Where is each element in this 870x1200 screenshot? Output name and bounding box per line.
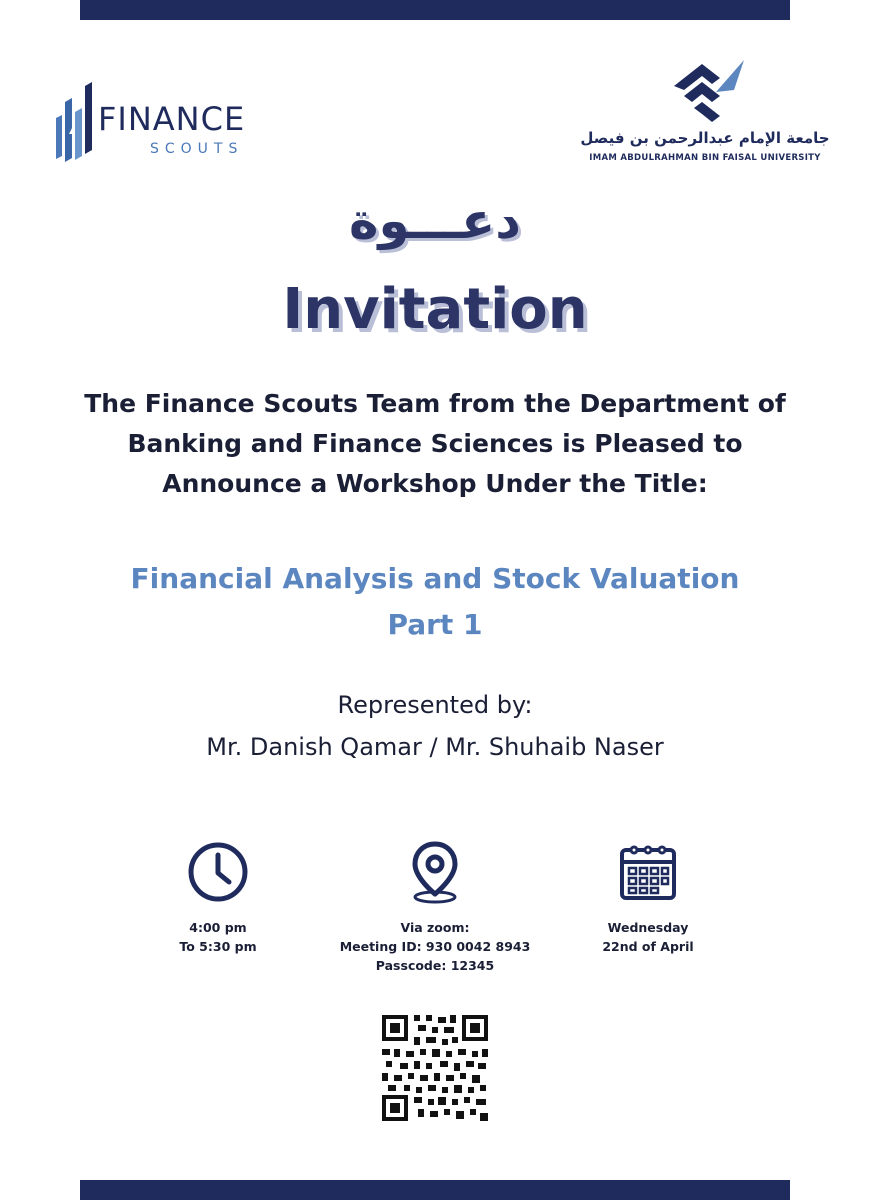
date-day: 22nd of April	[602, 939, 694, 954]
university-emblem-icon	[672, 56, 752, 126]
presenters-names: Mr. Danish Qamar / Mr. Shuhaib Naser	[206, 733, 664, 761]
arabic-title: دعـــوة	[349, 192, 521, 250]
meeting-id: Meeting ID: 930 0042 8943	[339, 939, 531, 954]
intro-line: Banking and Finance Sciences is Pleased to	[127, 429, 743, 458]
intro-text	[40, 384, 830, 504]
finance-scouts-wordmark: FINANCE	[98, 100, 246, 138]
calendar-icon	[616, 840, 680, 904]
workshop-title-line: Financial Analysis and Stock Valuation	[130, 562, 740, 595]
university-logo	[580, 56, 830, 176]
intro-line: Announce a Workshop Under the Title:	[162, 469, 708, 498]
workshop-part: Part 1	[387, 608, 483, 641]
workshop-title	[0, 556, 870, 648]
bottom-border-bar	[80, 1180, 790, 1200]
presenters-label: Represented by:	[337, 691, 533, 719]
location-pin-icon	[403, 840, 467, 904]
time-start: 4:00 pm	[189, 920, 247, 935]
university-name-english: IMAM ABDULRAHMAN BIN FAISAL UNIVERSITY	[589, 153, 821, 163]
date-info	[528, 840, 768, 956]
intro-line: The Finance Scouts Team from the Department of	[84, 389, 786, 418]
top-border-bar	[80, 0, 790, 20]
presenters	[0, 684, 870, 768]
finance-scouts-mark-icon	[52, 78, 96, 173]
time-end: To 5:30 pm	[179, 939, 257, 954]
passcode: Passcode: 12345	[375, 958, 495, 973]
university-name-arabic: جامعة الإمام عبدالرحمن بن فيصل	[580, 129, 830, 147]
location-info	[315, 840, 555, 975]
invitation-title: Invitation	[282, 277, 588, 342]
finance-scouts-logo	[52, 78, 262, 178]
clock-icon	[186, 840, 250, 904]
location-platform: Via zoom:	[400, 920, 470, 935]
finance-scouts-subtitle: SCOUTS	[150, 141, 244, 157]
date-weekday: Wednesday	[607, 920, 689, 935]
time-info	[98, 840, 338, 956]
qr-code[interactable]	[380, 1013, 490, 1123]
